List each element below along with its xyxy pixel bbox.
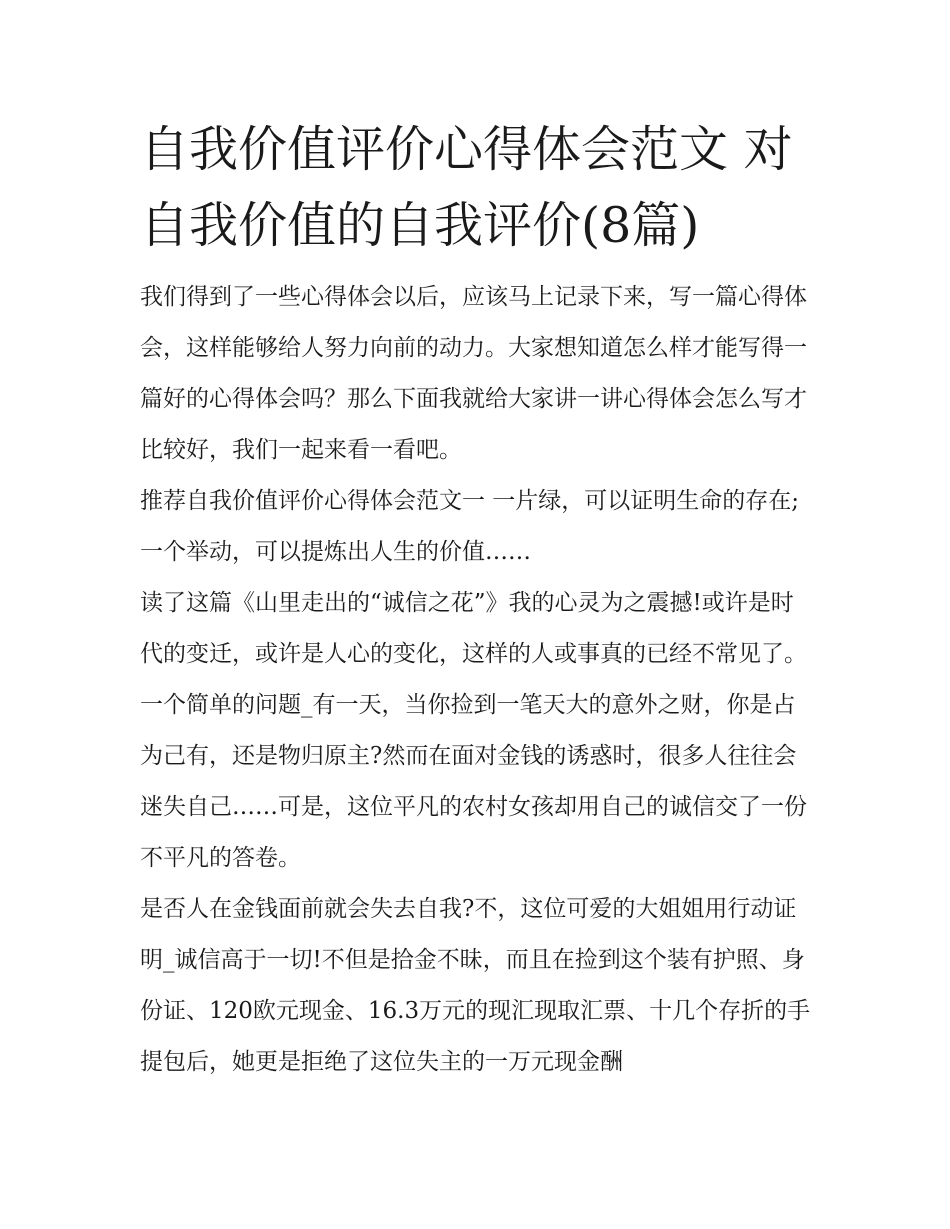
paragraph-intro: 我们得到了一些心得体会以后，应该马上记录下来，写一篇心得体会，这样能够给人努力向前的动力。大家想知道怎么样才能写得一篇好的心得体会吗？那么下面我就给大家讲一讲心得体会怎么写才比较好，我们一起来看一看吧。: [140, 284, 807, 463]
document-title: 自我价值评价心得体会范文 对自我价值的自我评价(8篇): [140, 121, 793, 254]
document-body: [140, 112, 812, 1088]
paragraph-recommend: 推荐自我价值评价心得体会范文一 一片绿，可以证明生命的存在; 一个举动，可以提炼出人生的价值……: [140, 488, 800, 565]
paragraph-reading: 读了这篇《山里走出的“诚信之花”》我的心灵为之震撼!或许是时代的变迁，或许是人心的变化，这样的人或事真的已经不常见了。一个简单的问题_有一天，当你捡到一笔天大的意外之财，你是占为己有，还是物归原主?然而在面对金钱的诱惑时，很多人往往会迷失自己……可是，这位平凡的农村女孩却用自己的诚信交了一份不平凡的答卷。: [140, 590, 807, 871]
paragraph-honesty: 是否人在金钱面前就会失去自我?不，这位可爱的大姐姐用行动证明_诚信高于一切!不但是拾金不昧，而且在捡到这个装有护照、身份证、120欧元现金、16.3万元的现汇现取汇票、十几个存折的手提包后，她更是拒绝了这位失主的一万元现金酬: [140, 896, 811, 1075]
